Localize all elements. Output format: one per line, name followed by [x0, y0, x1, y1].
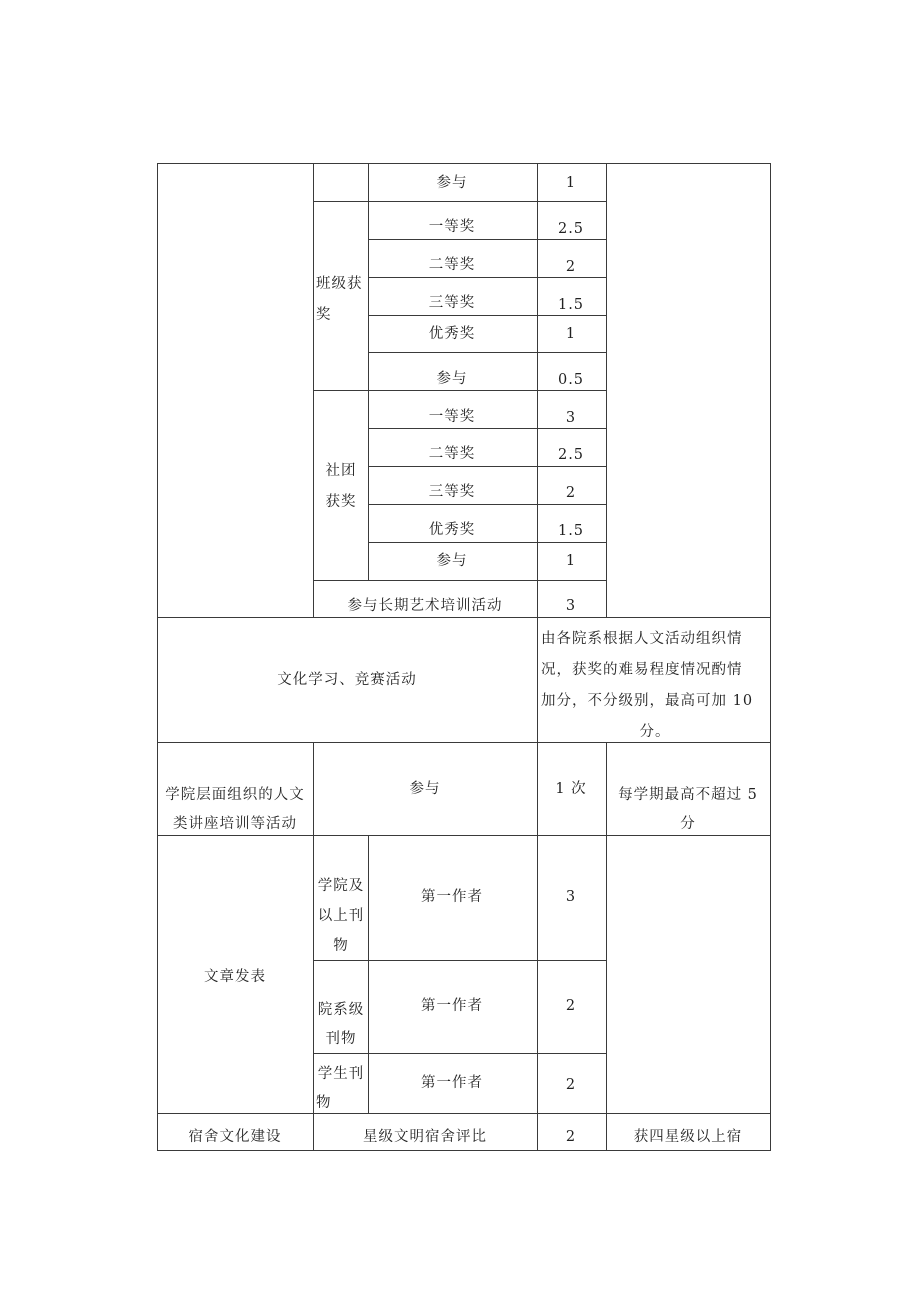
- club-awards-label: 获奖: [325, 494, 357, 510]
- score-cell: 1: [565, 553, 577, 569]
- note-cell: 获四星级以上宿: [633, 1129, 743, 1145]
- category-cell: 宿舍文化建设: [188, 1129, 282, 1145]
- score-cell: 2: [565, 259, 577, 275]
- row-divider: [157, 1113, 771, 1114]
- class-awards-label: 奖: [316, 307, 332, 323]
- score-cell: 2: [565, 485, 577, 501]
- item-cell: 优秀奖: [428, 326, 476, 342]
- col-divider: [368, 835, 369, 1114]
- score-cell: 2: [565, 998, 577, 1014]
- score-cell: 2: [565, 1129, 577, 1145]
- item-cell: 二等奖: [428, 257, 476, 273]
- score-cell: 1: [565, 175, 577, 191]
- item-cell: 第一作者: [421, 998, 483, 1014]
- col-divider: [606, 1113, 607, 1151]
- article-group-label: 刊物: [325, 1031, 357, 1047]
- article-group-label: 物: [316, 1095, 332, 1111]
- item-cell: 一等奖: [428, 409, 476, 425]
- col-divider: [368, 163, 369, 580]
- row-divider: [313, 1053, 607, 1054]
- score-cell: 0.5: [557, 372, 585, 388]
- score-cell: 3: [565, 598, 577, 614]
- row-divider: [368, 239, 607, 240]
- row-divider: [368, 466, 607, 467]
- table-border-top: [157, 163, 771, 164]
- item-cell: 三等奖: [428, 295, 476, 311]
- item-cell: 参与长期艺术培训活动: [347, 598, 503, 614]
- row-divider: [368, 428, 607, 429]
- col-divider: [606, 742, 607, 836]
- row-divider: [368, 277, 607, 278]
- score-cell: 2.5: [557, 221, 585, 237]
- category-cell: 类讲座培训等活动: [173, 816, 297, 832]
- col-divider: [606, 835, 607, 1114]
- row-divider: [313, 390, 607, 391]
- row-divider: [368, 352, 607, 353]
- row-divider: [368, 315, 607, 316]
- score-cell: 2.5: [557, 447, 585, 463]
- row-divider: [313, 201, 607, 202]
- item-cell: 三等奖: [428, 484, 476, 500]
- table-border-right: [770, 163, 771, 1151]
- score-cell: 1.5: [557, 297, 585, 313]
- row-divider: [157, 617, 771, 618]
- item-cell: 第一作者: [421, 889, 483, 905]
- note-cell: 分: [680, 816, 696, 832]
- score-cell: 3: [565, 410, 577, 426]
- score-cell: 3: [565, 889, 577, 905]
- col-divider: [537, 163, 538, 1151]
- row-divider: [368, 542, 607, 543]
- article-group-label: 学生刊: [317, 1066, 365, 1082]
- category-cell: 学院层面组织的人文: [165, 787, 305, 803]
- item-cell: 优秀奖: [428, 522, 476, 538]
- score-cell: 1 次: [555, 781, 587, 797]
- article-group-label: 院系级: [317, 1002, 365, 1018]
- item-cell: 参与: [436, 371, 468, 387]
- article-group-label: 以上刊: [317, 908, 365, 924]
- note-cell: 每学期最高不超过 5: [618, 787, 758, 803]
- row-divider: [313, 580, 607, 581]
- category-cell: 文章发表: [204, 969, 266, 985]
- score-cell: 2: [565, 1077, 577, 1093]
- item-cell: 二等奖: [428, 446, 476, 462]
- table-border-bottom: [157, 1150, 771, 1151]
- item-cell: 参与: [436, 553, 468, 569]
- score-cell: 1: [565, 326, 577, 342]
- item-cell: 参与: [436, 175, 468, 191]
- article-group-label: 学院及: [317, 878, 365, 894]
- row-divider: [368, 504, 607, 505]
- article-group-label: 物: [333, 938, 349, 954]
- class-awards-label: 班级获: [316, 276, 363, 292]
- table-border-left: [157, 163, 158, 1151]
- item-cell: 参与: [409, 781, 441, 797]
- item-cell: 第一作者: [421, 1075, 483, 1091]
- item-cell: 一等奖: [428, 219, 476, 235]
- score-cell: 1.5: [557, 523, 585, 539]
- row-divider: [313, 960, 607, 961]
- culture-note: 由各院系根据人文活动组织情 况，获奖的难易程度情况酌情 加分，不分级别，最高可加 10 分。: [541, 631, 754, 740]
- club-awards-label: 社团: [325, 463, 357, 479]
- item-cell: 星级文明宿舍评比: [363, 1129, 487, 1145]
- col-divider: [313, 742, 314, 1151]
- row-divider: [157, 835, 771, 836]
- category-cell: 文化学习、竞赛活动: [277, 672, 417, 688]
